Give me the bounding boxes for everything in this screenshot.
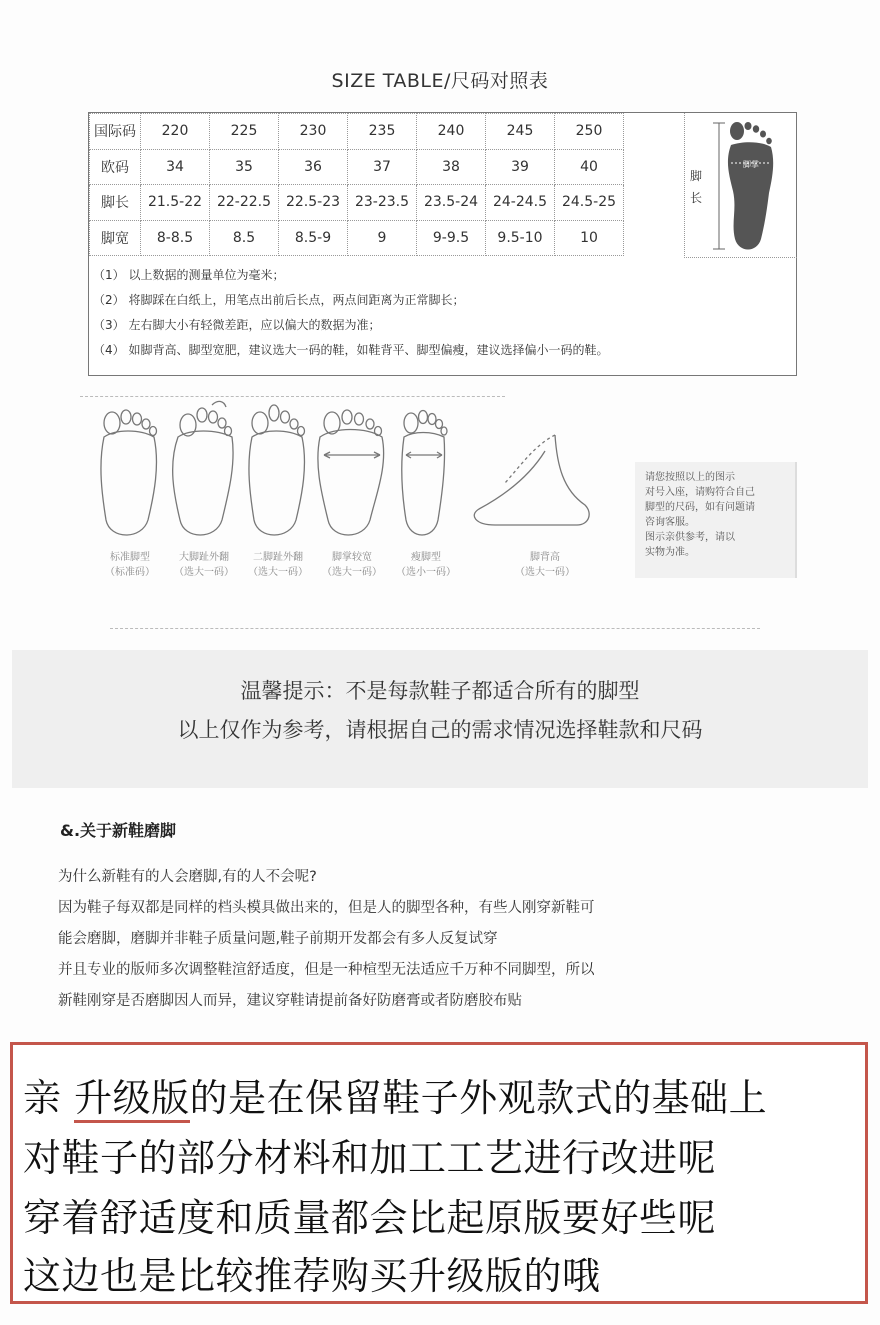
foot-length-illustration [684, 113, 797, 258]
table-cell: 21.5-22 [141, 185, 210, 221]
row-label: 脚宽 [90, 220, 141, 256]
row-label: 脚长 [90, 185, 141, 221]
table-cell: 230 [279, 114, 348, 150]
table-cell: 24.5-25 [555, 185, 624, 221]
table-cell: 35 [210, 149, 279, 185]
table-cell: 9-9.5 [417, 220, 486, 256]
note-line: （3） 左右脚大小有轻微差距，应以偏大的数据为准； [93, 318, 381, 332]
table-cell: 9 [348, 220, 417, 256]
table-cell: 9.5-10 [486, 220, 555, 256]
tip-line-1: 温馨提示：不是每款鞋子都适合所有的脚型 [240, 679, 640, 703]
standard-foot-icon [101, 410, 157, 535]
page-title: SIZE TABLE/尺码对照表 [331, 70, 549, 92]
section-paragraph [58, 862, 595, 1017]
upgrade-line-1 [23, 1067, 767, 1122]
fitting-hint [635, 462, 797, 578]
table-cell: 34 [141, 149, 210, 185]
section-title: &.关于新鞋磨脚 [60, 821, 177, 840]
foot-type-label: 脚掌较宽 （选大一码） [322, 552, 382, 578]
warm-tip-banner [12, 650, 868, 788]
upgrade-line-1-rest: 的是在保留鞋子外观款式的基础上 [189, 1076, 768, 1120]
wide-foot-icon [318, 410, 384, 535]
table-cell: 23-23.5 [348, 185, 417, 221]
hint-line: 请您按照以上的图示 [645, 472, 735, 483]
paragraph-line: 能会磨脚，磨脚并非鞋子质量问题,鞋子前期开发都会有多人反复试穿 [58, 931, 498, 947]
paragraph-line: 为什么新鞋有的人会磨脚,有的人不会呢? [58, 869, 317, 885]
table-cell: 23.5-24 [417, 185, 486, 221]
upgrade-highlight: 升级版 [74, 1076, 190, 1123]
foot-type-label: 脚背高 （选大一码） [515, 552, 575, 578]
table-cell: 8-8.5 [141, 220, 210, 256]
foot-type-label: 大脚趾外翻 （选大一码） [174, 552, 234, 578]
table-cell: 22-22.5 [210, 185, 279, 221]
paragraph-line: 新鞋刚穿是否磨脚因人而异，建议穿鞋请提前备好防磨膏或者防磨胶布贴 [58, 993, 522, 1009]
foot-type-label: 瘦脚型 （选小一码） [396, 552, 456, 578]
foot-type-label: 标准脚型 （标准码） [105, 552, 155, 578]
second-toe-foot-icon [249, 405, 305, 535]
tip-line-2: 以上仅作为参考，请根据自己的需求情况选择鞋款和尺码 [177, 718, 703, 742]
table-row [90, 185, 624, 221]
table-row [90, 220, 624, 256]
table-cell: 22.5-23 [279, 185, 348, 221]
table-row [90, 114, 624, 150]
hint-line: 脚型的尺码，如有问题请 [645, 502, 755, 513]
table-row [90, 149, 624, 185]
table-cell: 220 [141, 114, 210, 150]
table-cell: 36 [279, 149, 348, 185]
hint-line: 对号入座，请购符合自己 [645, 487, 755, 498]
table-cell: 38 [417, 149, 486, 185]
slim-foot-icon [402, 411, 447, 536]
table-cell: 10 [555, 220, 624, 256]
paragraph-line: 因为鞋子每双都是同样的档头模具做出来的，但是人的脚型各种，有些人刚穿新鞋可 [58, 900, 595, 916]
table-cell: 8.5-9 [279, 220, 348, 256]
upgrade-notice [10, 1042, 868, 1304]
table-cell: 39 [486, 149, 555, 185]
table-cell: 37 [348, 149, 417, 185]
bunion-foot-icon [173, 401, 233, 535]
table-cell: 250 [555, 114, 624, 150]
foot-sole-label: 脚掌 [743, 160, 759, 169]
row-label: 欧码 [90, 149, 141, 185]
upgrade-prefix: 亲 [23, 1076, 75, 1120]
divider [110, 628, 760, 629]
foot-length-label: 脚长 [690, 169, 703, 205]
measurement-notes [93, 263, 608, 363]
hint-line: 实物为准。 [645, 547, 695, 558]
size-table-box [88, 112, 797, 376]
paragraph-line: 并且专业的版师多次调整鞋渲舒适度，但是一种楦型无法适应千万种不同脚型，所以 [58, 962, 595, 978]
table-cell: 235 [348, 114, 417, 150]
upgrade-line-4: 这边也是比较推荐购买升级版的哦 [23, 1254, 601, 1298]
note-line: （1） 以上数据的测量单位为毫米； [93, 268, 285, 282]
table-cell: 225 [210, 114, 279, 150]
hint-line: 图示亲供参考，请以 [645, 532, 735, 543]
note-line: （2） 将脚踩在白纸上，用笔点出前后长点，两点间距离为正常脚长； [93, 293, 465, 307]
upgrade-line-2: 对鞋子的部分材料和加工工艺进行改进呢 [23, 1136, 717, 1180]
row-label: 国际码 [90, 114, 141, 150]
table-cell: 240 [417, 114, 486, 150]
table-cell: 8.5 [210, 220, 279, 256]
table-cell: 40 [555, 149, 624, 185]
table-cell: 245 [486, 114, 555, 150]
hint-line: 咨询客服。 [645, 517, 695, 528]
note-line: （4） 如脚背高、脚型宽肥，建议选大一码的鞋，如鞋背平、脚型偏瘦，建议选择偏小一码的鞋。 [93, 343, 609, 357]
size-table [89, 113, 624, 256]
foot-type-diagram [90, 395, 630, 595]
table-cell: 24-24.5 [486, 185, 555, 221]
upgrade-line-3: 穿着舒适度和质量都会比起原版要好些呢 [23, 1196, 717, 1240]
foot-type-label: 二脚趾外翻 （选大一码） [248, 552, 308, 578]
high-instep-foot-icon [474, 435, 589, 525]
